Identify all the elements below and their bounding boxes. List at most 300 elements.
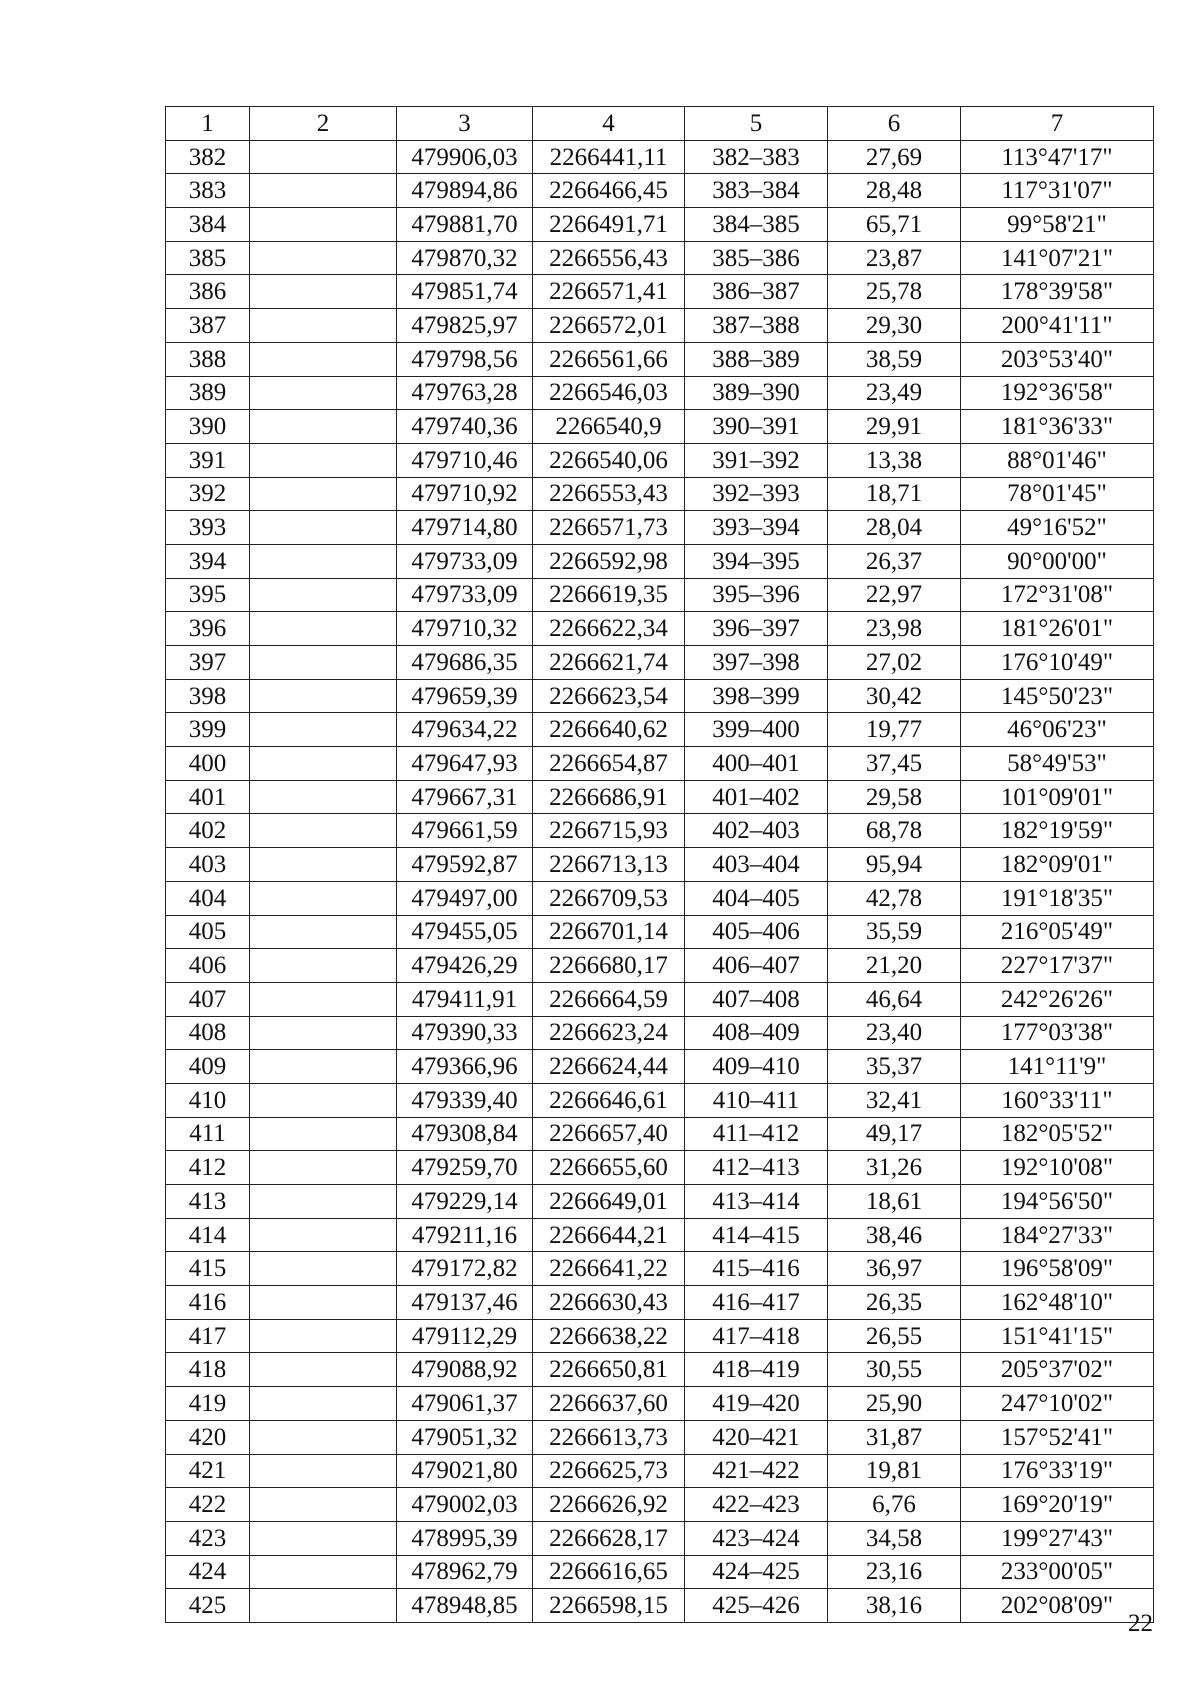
table-row: [166, 1454, 1154, 1488]
blank-cell: [250, 1252, 397, 1286]
y-coordinate-cell: 2266441,11: [533, 140, 685, 174]
point-number-cell: 388: [166, 342, 250, 376]
point-number-cell: 417: [166, 1319, 250, 1353]
segment-cell: 386–387: [685, 275, 828, 309]
segment-cell: 422–423: [685, 1488, 828, 1522]
segment-cell: 425–426: [685, 1589, 828, 1623]
point-number-cell: 385: [166, 241, 250, 275]
segment-cell: 396–397: [685, 612, 828, 646]
x-coordinate-cell: 479592,87: [397, 848, 533, 882]
point-number-cell: 396: [166, 612, 250, 646]
segment-cell: 416–417: [685, 1286, 828, 1320]
x-coordinate-cell: 479710,92: [397, 477, 533, 511]
y-coordinate-cell: 2266680,17: [533, 949, 685, 983]
table-row: [166, 241, 1154, 275]
table-row: [166, 747, 1154, 781]
point-number-cell: 399: [166, 713, 250, 747]
x-coordinate-cell: 479088,92: [397, 1353, 533, 1387]
point-number-cell: 389: [166, 376, 250, 410]
y-coordinate-cell: 2266623,24: [533, 1016, 685, 1050]
point-number-cell: 422: [166, 1488, 250, 1522]
header-col-5: 5: [685, 107, 828, 141]
length-cell: 35,37: [828, 1050, 961, 1084]
segment-cell: 384–385: [685, 208, 828, 242]
blank-cell: [250, 679, 397, 713]
length-cell: 46,64: [828, 982, 961, 1016]
segment-cell: 405–406: [685, 915, 828, 949]
point-number-cell: 383: [166, 174, 250, 208]
blank-cell: [250, 1454, 397, 1488]
x-coordinate-cell: 479733,09: [397, 544, 533, 578]
x-coordinate-cell: 479740,36: [397, 410, 533, 444]
x-coordinate-cell: 479455,05: [397, 915, 533, 949]
x-coordinate-cell: 479339,40: [397, 1083, 533, 1117]
blank-cell: [250, 780, 397, 814]
y-coordinate-cell: 2266572,01: [533, 309, 685, 343]
segment-cell: 394–395: [685, 544, 828, 578]
length-cell: 35,59: [828, 915, 961, 949]
length-cell: 23,40: [828, 1016, 961, 1050]
bearing-cell: 203°53'40": [961, 342, 1154, 376]
blank-cell: [250, 1050, 397, 1084]
blank-cell: [250, 477, 397, 511]
bearing-cell: 216°05'49": [961, 915, 1154, 949]
table-row: [166, 511, 1154, 545]
y-coordinate-cell: 2266657,40: [533, 1117, 685, 1151]
bearing-cell: 182°09'01": [961, 848, 1154, 882]
bearing-cell: 141°07'21": [961, 241, 1154, 275]
y-coordinate-cell: 2266701,14: [533, 915, 685, 949]
segment-cell: 395–396: [685, 578, 828, 612]
point-number-cell: 424: [166, 1555, 250, 1589]
table-row: [166, 1083, 1154, 1117]
y-coordinate-cell: 2266466,45: [533, 174, 685, 208]
segment-cell: 404–405: [685, 881, 828, 915]
length-cell: 23,49: [828, 376, 961, 410]
point-number-cell: 413: [166, 1185, 250, 1219]
segment-cell: 407–408: [685, 982, 828, 1016]
segment-cell: 417–418: [685, 1319, 828, 1353]
y-coordinate-cell: 2266709,53: [533, 881, 685, 915]
table-row: [166, 679, 1154, 713]
segment-cell: 413–414: [685, 1185, 828, 1219]
length-cell: 31,26: [828, 1151, 961, 1185]
point-number-cell: 425: [166, 1589, 250, 1623]
table-row: [166, 544, 1154, 578]
table-row: [166, 1319, 1154, 1353]
x-coordinate-cell: 479906,03: [397, 140, 533, 174]
x-coordinate-cell: 479497,00: [397, 881, 533, 915]
point-number-cell: 393: [166, 511, 250, 545]
table-row: [166, 1555, 1154, 1589]
point-number-cell: 408: [166, 1016, 250, 1050]
table-row: [166, 208, 1154, 242]
point-number-cell: 387: [166, 309, 250, 343]
length-cell: 36,97: [828, 1252, 961, 1286]
point-number-cell: 384: [166, 208, 250, 242]
segment-cell: 401–402: [685, 780, 828, 814]
x-coordinate-cell: 479426,29: [397, 949, 533, 983]
x-coordinate-cell: 479714,80: [397, 511, 533, 545]
blank-cell: [250, 1589, 397, 1623]
y-coordinate-cell: 2266613,73: [533, 1420, 685, 1454]
y-coordinate-cell: 2266638,22: [533, 1319, 685, 1353]
y-coordinate-cell: 2266628,17: [533, 1521, 685, 1555]
bearing-cell: 160°33'11": [961, 1083, 1154, 1117]
length-cell: 34,58: [828, 1521, 961, 1555]
length-cell: 22,97: [828, 578, 961, 612]
segment-cell: 402–403: [685, 814, 828, 848]
y-coordinate-cell: 2266622,34: [533, 612, 685, 646]
segment-cell: 393–394: [685, 511, 828, 545]
segment-cell: 424–425: [685, 1555, 828, 1589]
blank-cell: [250, 410, 397, 444]
table-row: [166, 713, 1154, 747]
x-coordinate-cell: 479051,32: [397, 1420, 533, 1454]
bearing-cell: 196°58'09": [961, 1252, 1154, 1286]
point-number-cell: 401: [166, 780, 250, 814]
segment-cell: 391–392: [685, 443, 828, 477]
point-number-cell: 386: [166, 275, 250, 309]
segment-cell: 418–419: [685, 1353, 828, 1387]
length-cell: 19,81: [828, 1454, 961, 1488]
point-number-cell: 409: [166, 1050, 250, 1084]
blank-cell: [250, 309, 397, 343]
point-number-cell: 420: [166, 1420, 250, 1454]
table-row: [166, 848, 1154, 882]
y-coordinate-cell: 2266553,43: [533, 477, 685, 511]
x-coordinate-cell: 479870,32: [397, 241, 533, 275]
point-number-cell: 391: [166, 443, 250, 477]
segment-cell: 400–401: [685, 747, 828, 781]
bearing-cell: 117°31'07": [961, 174, 1154, 208]
point-number-cell: 423: [166, 1521, 250, 1555]
length-cell: 30,42: [828, 679, 961, 713]
length-cell: 29,30: [828, 309, 961, 343]
x-coordinate-cell: 479634,22: [397, 713, 533, 747]
bearing-cell: 242°26'26": [961, 982, 1154, 1016]
y-coordinate-cell: 2266625,73: [533, 1454, 685, 1488]
segment-cell: 382–383: [685, 140, 828, 174]
table-row: [166, 1420, 1154, 1454]
length-cell: 27,02: [828, 646, 961, 680]
y-coordinate-cell: 2266641,22: [533, 1252, 685, 1286]
length-cell: 21,20: [828, 949, 961, 983]
table-row: [166, 949, 1154, 983]
segment-cell: 390–391: [685, 410, 828, 444]
y-coordinate-cell: 2266598,15: [533, 1589, 685, 1623]
bearing-cell: 78°01'45": [961, 477, 1154, 511]
x-coordinate-cell: 479259,70: [397, 1151, 533, 1185]
bearing-cell: 176°10'49": [961, 646, 1154, 680]
blank-cell: [250, 1185, 397, 1219]
blank-cell: [250, 848, 397, 882]
y-coordinate-cell: 2266686,91: [533, 780, 685, 814]
y-coordinate-cell: 2266646,61: [533, 1083, 685, 1117]
segment-cell: 421–422: [685, 1454, 828, 1488]
segment-cell: 412–413: [685, 1151, 828, 1185]
length-cell: 31,87: [828, 1420, 961, 1454]
segment-cell: 410–411: [685, 1083, 828, 1117]
point-number-cell: 414: [166, 1218, 250, 1252]
y-coordinate-cell: 2266637,60: [533, 1387, 685, 1421]
blank-cell: [250, 1387, 397, 1421]
y-coordinate-cell: 2266619,35: [533, 578, 685, 612]
bearing-cell: 88°01'46": [961, 443, 1154, 477]
bearing-cell: 200°41'11": [961, 309, 1154, 343]
blank-cell: [250, 982, 397, 1016]
bearing-cell: 99°58'21": [961, 208, 1154, 242]
blank-cell: [250, 814, 397, 848]
table-row: [166, 578, 1154, 612]
blank-cell: [250, 140, 397, 174]
table-row: [166, 1521, 1154, 1555]
bearing-cell: 113°47'17": [961, 140, 1154, 174]
y-coordinate-cell: 2266540,06: [533, 443, 685, 477]
bearing-cell: 181°26'01": [961, 612, 1154, 646]
table-row: [166, 1117, 1154, 1151]
segment-cell: 403–404: [685, 848, 828, 882]
length-cell: 23,16: [828, 1555, 961, 1589]
point-number-cell: 404: [166, 881, 250, 915]
y-coordinate-cell: 2266650,81: [533, 1353, 685, 1387]
table-row: [166, 1488, 1154, 1522]
point-number-cell: 397: [166, 646, 250, 680]
blank-cell: [250, 1218, 397, 1252]
length-cell: 65,71: [828, 208, 961, 242]
bearing-cell: 184°27'33": [961, 1218, 1154, 1252]
point-number-cell: 412: [166, 1151, 250, 1185]
table-row: [166, 612, 1154, 646]
y-coordinate-cell: 2266592,98: [533, 544, 685, 578]
y-coordinate-cell: 2266630,43: [533, 1286, 685, 1320]
table-row: [166, 1252, 1154, 1286]
length-cell: 29,58: [828, 780, 961, 814]
point-number-cell: 398: [166, 679, 250, 713]
table-row: [166, 1387, 1154, 1421]
y-coordinate-cell: 2266713,13: [533, 848, 685, 882]
table-row: [166, 881, 1154, 915]
x-coordinate-cell: 479686,35: [397, 646, 533, 680]
table-row: [166, 814, 1154, 848]
length-cell: 25,78: [828, 275, 961, 309]
x-coordinate-cell: 478962,79: [397, 1555, 533, 1589]
header-col-1: 1: [166, 107, 250, 141]
bearing-cell: 141°11'9": [961, 1050, 1154, 1084]
bearing-cell: 90°00'00": [961, 544, 1154, 578]
point-number-cell: 419: [166, 1387, 250, 1421]
segment-cell: 419–420: [685, 1387, 828, 1421]
x-coordinate-cell: 479894,86: [397, 174, 533, 208]
length-cell: 25,90: [828, 1387, 961, 1421]
table-body: [166, 140, 1154, 1622]
segment-cell: 420–421: [685, 1420, 828, 1454]
blank-cell: [250, 1319, 397, 1353]
bearing-cell: 192°36'58": [961, 376, 1154, 410]
table-row: [166, 1151, 1154, 1185]
y-coordinate-cell: 2266654,87: [533, 747, 685, 781]
blank-cell: [250, 275, 397, 309]
header-col-6: 6: [828, 107, 961, 141]
y-coordinate-cell: 2266616,65: [533, 1555, 685, 1589]
point-number-cell: 403: [166, 848, 250, 882]
length-cell: 27,69: [828, 140, 961, 174]
segment-cell: 398–399: [685, 679, 828, 713]
bearing-cell: 202°08'09": [961, 1589, 1154, 1623]
y-coordinate-cell: 2266621,74: [533, 646, 685, 680]
blank-cell: [250, 1420, 397, 1454]
point-number-cell: 421: [166, 1454, 250, 1488]
blank-cell: [250, 713, 397, 747]
x-coordinate-cell: 479710,32: [397, 612, 533, 646]
table-row: [166, 1589, 1154, 1623]
table-row: [166, 1218, 1154, 1252]
blank-cell: [250, 174, 397, 208]
segment-cell: 399–400: [685, 713, 828, 747]
y-coordinate-cell: 2266624,44: [533, 1050, 685, 1084]
length-cell: 26,35: [828, 1286, 961, 1320]
bearing-cell: 172°31'08": [961, 578, 1154, 612]
y-coordinate-cell: 2266664,59: [533, 982, 685, 1016]
table-row: [166, 780, 1154, 814]
bearing-cell: 58°49'53": [961, 747, 1154, 781]
x-coordinate-cell: 479798,56: [397, 342, 533, 376]
length-cell: 38,46: [828, 1218, 961, 1252]
bearing-cell: 162°48'10": [961, 1286, 1154, 1320]
y-coordinate-cell: 2266571,73: [533, 511, 685, 545]
length-cell: 38,59: [828, 342, 961, 376]
table-row: [166, 1353, 1154, 1387]
length-cell: 37,45: [828, 747, 961, 781]
segment-cell: 392–393: [685, 477, 828, 511]
y-coordinate-cell: 2266623,54: [533, 679, 685, 713]
blank-cell: [250, 646, 397, 680]
segment-cell: 409–410: [685, 1050, 828, 1084]
y-coordinate-cell: 2266626,92: [533, 1488, 685, 1522]
table-row: [166, 477, 1154, 511]
bearing-cell: 46°06'23": [961, 713, 1154, 747]
y-coordinate-cell: 2266540,9: [533, 410, 685, 444]
bearing-cell: 205°37'02": [961, 1353, 1154, 1387]
blank-cell: [250, 1151, 397, 1185]
segment-cell: 388–389: [685, 342, 828, 376]
bearing-cell: 101°09'01": [961, 780, 1154, 814]
length-cell: 23,98: [828, 612, 961, 646]
header-col-7: 7: [961, 107, 1154, 141]
length-cell: 19,77: [828, 713, 961, 747]
blank-cell: [250, 747, 397, 781]
bearing-cell: 157°52'41": [961, 1420, 1154, 1454]
bearing-cell: 192°10'08": [961, 1151, 1154, 1185]
x-coordinate-cell: 479851,74: [397, 275, 533, 309]
bearing-cell: 169°20'19": [961, 1488, 1154, 1522]
segment-cell: 387–388: [685, 309, 828, 343]
length-cell: 18,61: [828, 1185, 961, 1219]
point-number-cell: 411: [166, 1117, 250, 1151]
table-row: [166, 915, 1154, 949]
header-col-3: 3: [397, 107, 533, 141]
table-row: [166, 410, 1154, 444]
blank-cell: [250, 241, 397, 275]
bearing-cell: 145°50'23": [961, 679, 1154, 713]
table-row: [166, 1286, 1154, 1320]
bearing-cell: 182°19'59": [961, 814, 1154, 848]
length-cell: 6,76: [828, 1488, 961, 1522]
length-cell: 68,78: [828, 814, 961, 848]
y-coordinate-cell: 2266655,60: [533, 1151, 685, 1185]
bearing-cell: 151°41'15": [961, 1319, 1154, 1353]
segment-cell: 415–416: [685, 1252, 828, 1286]
segment-cell: 383–384: [685, 174, 828, 208]
point-number-cell: 402: [166, 814, 250, 848]
length-cell: 30,55: [828, 1353, 961, 1387]
point-number-cell: 405: [166, 915, 250, 949]
blank-cell: [250, 1555, 397, 1589]
x-coordinate-cell: 478948,85: [397, 1589, 533, 1623]
x-coordinate-cell: 479733,09: [397, 578, 533, 612]
y-coordinate-cell: 2266715,93: [533, 814, 685, 848]
length-cell: 28,48: [828, 174, 961, 208]
x-coordinate-cell: 479229,14: [397, 1185, 533, 1219]
blank-cell: [250, 544, 397, 578]
table-row: [166, 982, 1154, 1016]
x-coordinate-cell: 479021,80: [397, 1454, 533, 1488]
table-row: [166, 309, 1154, 343]
x-coordinate-cell: 479647,93: [397, 747, 533, 781]
point-number-cell: 382: [166, 140, 250, 174]
y-coordinate-cell: 2266644,21: [533, 1218, 685, 1252]
point-number-cell: 400: [166, 747, 250, 781]
segment-cell: 385–386: [685, 241, 828, 275]
page-number: 22: [1128, 1610, 1153, 1637]
segment-cell: 408–409: [685, 1016, 828, 1050]
point-number-cell: 392: [166, 477, 250, 511]
length-cell: 38,16: [828, 1589, 961, 1623]
y-coordinate-cell: 2266561,66: [533, 342, 685, 376]
bearing-cell: 178°39'58": [961, 275, 1154, 309]
segment-cell: 389–390: [685, 376, 828, 410]
bearing-cell: 227°17'37": [961, 949, 1154, 983]
length-cell: 26,55: [828, 1319, 961, 1353]
blank-cell: [250, 1353, 397, 1387]
x-coordinate-cell: 479763,28: [397, 376, 533, 410]
blank-cell: [250, 1488, 397, 1522]
x-coordinate-cell: 479211,16: [397, 1218, 533, 1252]
x-coordinate-cell: 479172,82: [397, 1252, 533, 1286]
segment-cell: 406–407: [685, 949, 828, 983]
table-row: [166, 1185, 1154, 1219]
x-coordinate-cell: 479061,37: [397, 1387, 533, 1421]
length-cell: 28,04: [828, 511, 961, 545]
blank-cell: [250, 208, 397, 242]
table-row: [166, 342, 1154, 376]
point-number-cell: 406: [166, 949, 250, 983]
bearing-cell: 49°16'52": [961, 511, 1154, 545]
x-coordinate-cell: 478995,39: [397, 1521, 533, 1555]
length-cell: 49,17: [828, 1117, 961, 1151]
table-header-row: [166, 107, 1154, 141]
x-coordinate-cell: 479137,46: [397, 1286, 533, 1320]
blank-cell: [250, 949, 397, 983]
x-coordinate-cell: 479825,97: [397, 309, 533, 343]
blank-cell: [250, 1083, 397, 1117]
bearing-cell: 247°10'02": [961, 1387, 1154, 1421]
y-coordinate-cell: 2266556,43: [533, 241, 685, 275]
point-number-cell: 418: [166, 1353, 250, 1387]
x-coordinate-cell: 479411,91: [397, 982, 533, 1016]
length-cell: 29,91: [828, 410, 961, 444]
point-number-cell: 394: [166, 544, 250, 578]
